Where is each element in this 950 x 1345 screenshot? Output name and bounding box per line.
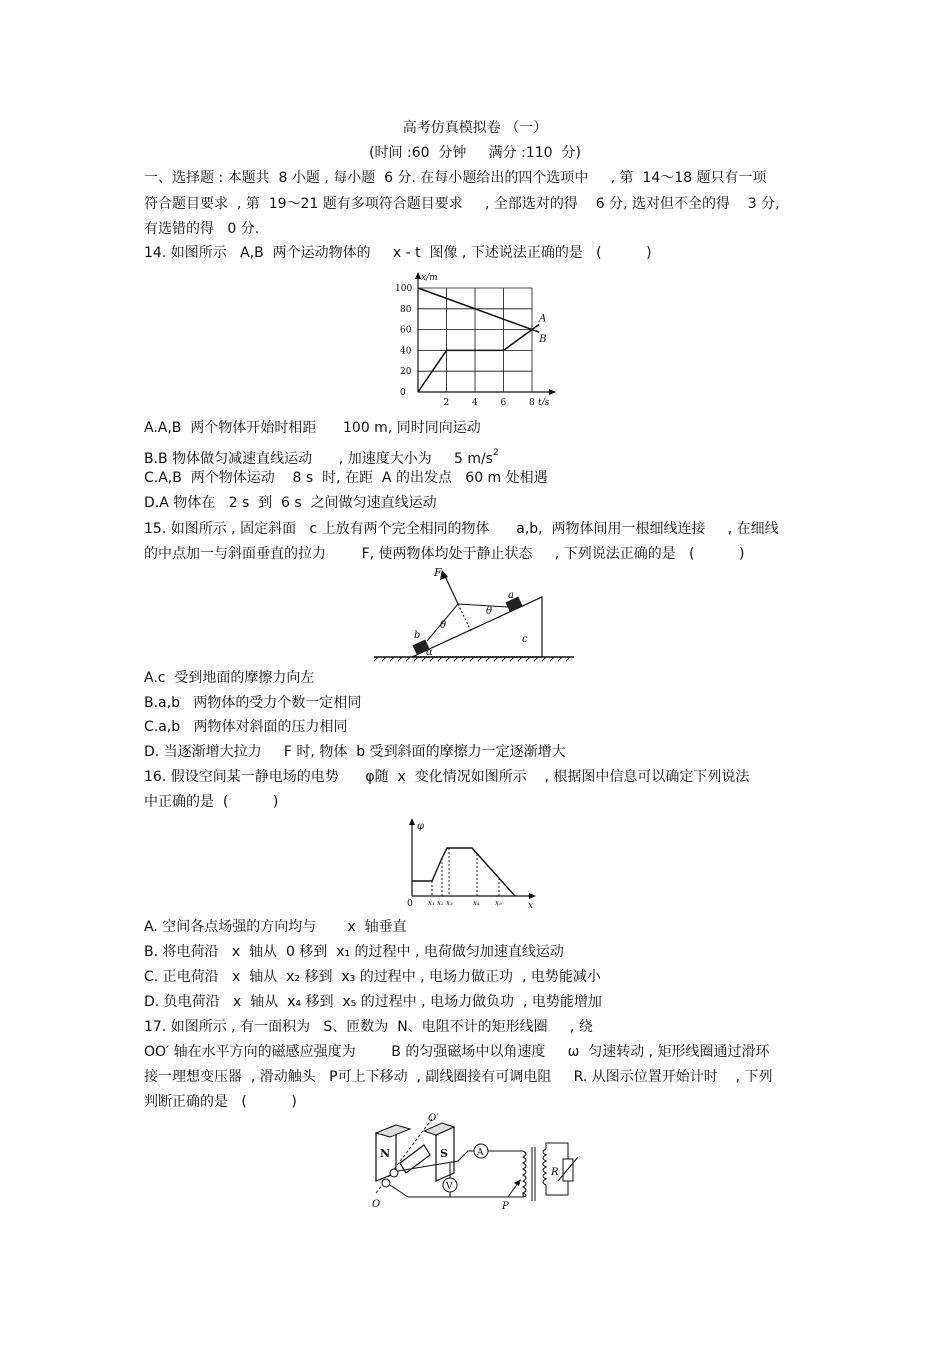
q16-tick-x3: x₃ [446, 899, 453, 907]
q14-x-tick-2: 2 [443, 398, 450, 408]
q17-slider-arrowhead [514, 1179, 521, 1186]
q17-label-o-prime: O′ [428, 1113, 439, 1124]
q17-stem-line-1: 17. 如图所示 , 有一面积为 S、匝数为 N、电阻不计的矩形线圈 , 绕 [144, 1019, 593, 1035]
q14-option-a: A.A,B 两个物体开始时相距 100 m, 同时同向运动 [144, 420, 481, 436]
q14-x-label: t/s [538, 398, 550, 408]
page-title: 高考仿真模拟卷 （一） [402, 120, 548, 136]
q14-option-b [144, 444, 499, 468]
q15-label-theta-upper: θ [486, 606, 493, 617]
page-subtitle: (时间 :60 分钟 满分 :110 分) [369, 145, 581, 161]
q14-series-line-B [418, 288, 539, 332]
q15-label-f: F [434, 566, 442, 579]
q14-x-arrow [549, 389, 556, 395]
q17-stem-line-2: OO′ 轴在水平方向的磁感应强度为 B 的匀强磁场中以角速度 ω 匀速转动 , 矩形线圈通过滑环 [144, 1044, 770, 1060]
q16-x-arrow [529, 893, 536, 899]
intro-line-2: 符合题目要求 , 第 19～21 题有多项符合题目要求 , 全部选对的得 6 分, 选对但不全的得 3 分, [144, 196, 780, 212]
q16-option-d: D. 负电荷沿 x 轴从 x₄ 移到 x₅ 的过程中 , 电场力做负功 , 电势能增加 [144, 994, 602, 1010]
q14-y-tick-60: 60 [400, 325, 412, 336]
q14-option-c: C.A,B 两个物体运动 8 s 时, 在距 A 的出发点 60 m 处相遇 [144, 470, 548, 486]
q15-label-c: c [522, 634, 528, 645]
q15-string-a [458, 604, 508, 607]
q14-series-label-A: A [539, 313, 547, 325]
q14-y-tick-100: 100 [395, 284, 413, 294]
q15-perpendicular-dash [458, 604, 471, 631]
q17-label-voltmeter: V [446, 1182, 453, 1192]
q17-slip-ring-1 [390, 1169, 398, 1177]
q17-label-r: R [551, 1167, 559, 1178]
q16-option-c: C. 正电荷沿 x 轴从 x₂ 移到 x₃ 的过程中 , 电场力做正功 , 电势能减小 [144, 969, 601, 985]
q17-secondary-coil [543, 1149, 546, 1185]
intro-line-3: 有选错的得 0 分. [144, 221, 260, 237]
q15-option-c: C.a,b 两物体对斜面的压力相同 [144, 719, 348, 735]
q17-label-p: P [502, 1201, 509, 1212]
q14-option-b-superscript: 2 [492, 448, 499, 458]
q15-force-arrow [444, 574, 458, 604]
q16-tick-x1: x₁ [428, 899, 435, 907]
q17-slip-ring-2 [382, 1179, 390, 1187]
q14-option-d: D.A 物体在 2 s 到 6 s 之间做匀速直线运动 [144, 495, 437, 511]
q14-x-tick-6: 6 [500, 398, 507, 408]
q17-label-s: S [440, 1147, 448, 1160]
q14-x-tick-4: 4 [472, 398, 478, 408]
q17-label-ammeter: A [477, 1148, 484, 1158]
q15-label-alpha: α [426, 647, 433, 658]
q15-label-theta-lower: θ [440, 620, 447, 631]
q17-wire-top [398, 1151, 523, 1171]
q15-option-d: D. 当逐渐增大拉力 F 时, 物体 b 受到斜面的摩擦力一定逐渐增大 [144, 744, 566, 760]
q16-tick-x2: x₂ [437, 899, 444, 907]
q14-option-b-text: B.B 物体做匀减速直线运动 , 加速度大小为 5 m/s [144, 451, 493, 467]
q17-coil [400, 1145, 430, 1173]
q16-y-arrow [409, 818, 415, 825]
q14-y-tick-0: 0 [400, 388, 406, 398]
intro-line-1: 一、选择题 : 本题共 8 小题 , 每小题 6 分. 在每小题给出的四个选项中 , 第 14～18 题只有一项 [144, 170, 767, 186]
q17-slider-contact [508, 1183, 518, 1197]
q16-dashed-guides [432, 848, 499, 896]
q16-label-x: x [528, 901, 534, 911]
q16-option-a: A. 空间各点场强的方向均与 x 轴垂直 [144, 919, 407, 935]
q17-stem-line-3: 接一理想变压器 , 滑动触头 P可上下移动 , 副线圈接有可调电阻 R. 从图示位置开始计时 , 下列 [144, 1069, 773, 1085]
q16-potential-figure [402, 818, 542, 913]
q14-series-label-B: B [539, 334, 547, 346]
q15-option-b: B.a,b 两物体的受力个数一定相同 [144, 695, 362, 711]
q14-y-tick-20: 20 [400, 367, 412, 378]
q16-label-phi: φ [417, 821, 425, 832]
q15-option-a: A.c 受到地面的摩擦力向左 [144, 670, 315, 686]
q15-incline-figure [374, 562, 574, 662]
q15-stem-line-1: 15. 如图所示 , 固定斜面 c 上放有两个完全相同的物体 a,b, 两物体间用一根细线连接 , 在细线 [144, 521, 779, 537]
q16-tick-x4: x₄ [473, 899, 480, 907]
q15-stem-line-2: 的中点加一与斜面垂直的拉力 F, 使两物体均处于静止状态 , 下列说法正确的是 ( ) [144, 546, 745, 562]
q14-series-line-A [418, 324, 539, 392]
q16-stem-line-1: 16. 假设空间某一静电场的电势 φ随 x 变化情况如图所示 , 根据图中信息可以确定下列说法 [144, 769, 750, 785]
q14-y-label: x/m [421, 273, 438, 283]
q17-primary-coil [523, 1151, 526, 1197]
q17-generator-figure [368, 1113, 578, 1213]
q16-stem-line-2: 中正确的是 ( ) [144, 794, 279, 810]
q14-y-tick-80: 80 [400, 304, 412, 315]
q16-label-origin: 0 [407, 899, 413, 909]
q17-stem-line-4: 判断正确的是 ( ) [144, 1094, 297, 1110]
q14-stem: 14. 如图所示 A,B 两个运动物体的 x - t 图像 , 下述说法正确的是 ( ) [144, 245, 652, 261]
q16-option-b: B. 将电荷沿 x 轴从 0 移到 x₁ 的过程中 , 电荷做匀加速直线运动 [144, 944, 564, 960]
q16-tick-x5: x₅ [495, 899, 502, 907]
q17-label-o: O [372, 1199, 381, 1210]
q16-potential-curve [412, 848, 515, 896]
q17-resistor [563, 1159, 573, 1181]
q17-label-n: N [380, 1147, 391, 1160]
q14-xt-chart [388, 272, 558, 407]
q15-label-a: a [508, 590, 514, 601]
q14-y-tick-40: 40 [400, 346, 412, 357]
q14-x-tick-8: 8 [529, 398, 535, 408]
q15-label-b: b [414, 630, 421, 641]
